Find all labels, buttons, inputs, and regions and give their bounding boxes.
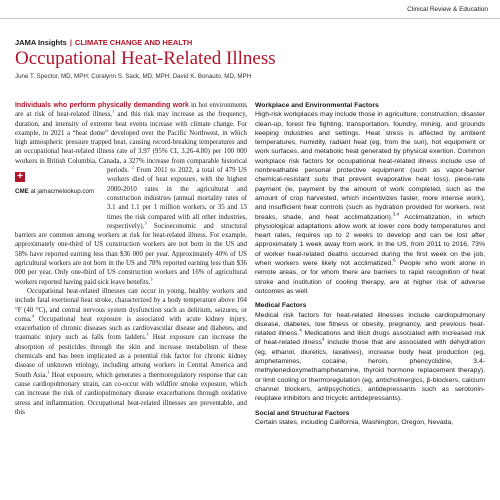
reference-mark[interactable]: 1 <box>146 332 149 338</box>
cme-callout[interactable] <box>15 168 101 226</box>
lead-in: Individuals who perform physically demanding work <box>15 102 189 109</box>
topic-label: CLIMATE CHANGE AND HEALTH <box>74 38 193 47</box>
reference-mark[interactable]: 2 <box>131 164 134 170</box>
body-paragraph: Medical risk factors for heat-related illnesses include cardiopulmonary disease, diabetes, low fitness or obesity, pregnancy, and previous heat-related illness.$^4$ Medications and illicit drugs associated with increased risk of heat-related illness$^4$ include those that are associated with dehydration (eg, ethanol, diuretics, laxatives), increase body heat production (eg, amphetamines, cocaine, heroin, phencyclidine, 3,4-methylenedioxymethamphetamine, thyroid hormone replacement therapy), or limit cooling or thermoregulation (eg, anticholinergics, β-blockers, calcium channel blockers, antipsychotics, antidepressants such as serotonin-reuptake inhibitors and tricyclic antidepressants). <box>255 311 486 403</box>
plus-icon: + <box>15 172 25 182</box>
header-divider <box>0 18 500 19</box>
reference-mark[interactable]: 6 <box>393 257 396 263</box>
author-list: June T. Spector, MD, MPH; Coralynn S. Sack, MD, MPH; David K. Bonauto, MD, MPH <box>15 73 252 80</box>
reference-mark[interactable]: 3,4 <box>392 211 400 217</box>
cme-link[interactable]: at jamacmelookup.com <box>28 188 95 196</box>
right-column <box>255 101 485 427</box>
section-heading: Social and Structural Factors <box>255 409 350 417</box>
section-label: Clinical Review & Education <box>407 6 488 13</box>
reference-mark[interactable]: 4 <box>31 313 34 319</box>
cme-label: CME <box>15 188 29 196</box>
reference-mark[interactable]: 4 <box>299 327 302 333</box>
page-header <box>0 0 500 22</box>
section-heading: Workplace and Environmental Factors <box>255 102 379 109</box>
reference-mark[interactable]: 1 <box>47 369 50 375</box>
reference-mark[interactable]: 3 <box>144 220 147 226</box>
intro-paragraph: Individuals who perform physically demanding work in hot environments are at risk of heat-related illness,$^1$ and this risk may increase as the frequency, duration, and intensity of extreme heat events increase with climate change. For example, in 2021 a “heat dome” developed over the Pacific Northwest, in which high atmospheric pressure trapped heat, causing record-breaking temperatures and an occupational heat-related illness rate of 3.97 (95% CI, 3.26-4.80) per 100 000 workers in British Columbia, Canada, a 327% increase from comparable historical periods. + CME at jamacmelookup.com $^2$ From 2011 to 2022, a total of 479 US workers died of heat exposure, with the highest 2000-2010 rates in the agricultural and construction industries (annual mortality rates of 3.1 and 1.1 per 1 million workers, or 35 and 13 times the risk compared with all other industries, respectively).$^3$ Socioeconomic and structural barriers are common among workers at risk for heat-related illness. For example, approximately one-third of US construction workers are not born in the US and 58% have reported earning less than $36 000 per year. Approximately 40% of US agricultural workers are not born in the US and 78% reported earning less than $36 000 per year. Only one-third of US construction workers and 16% of agricultural workers reported having paid sick leave benefits.$^3$ <box>15 102 248 286</box>
article-kicker <box>15 38 192 47</box>
reference-mark[interactable]: 1 <box>112 109 115 114</box>
section-heading: Medical Factors <box>255 302 307 310</box>
body-paragraph: Occupational heat-related illnesses can occur in young, healthy workers and include fatal exertional heat stroke, characterized by a body temperature above 104 °F (40 °C), and central nervous system dysfunction such as delirium, seizures, or coma.$^4$ Occupational heat exposure is associated with acute kidney injury, exacerbation of chronic diseases such as cardiovascular disease and diabetes, and traumatic injury such as falls from ladders.$^1$ Heat exposure can increase the absorption of pesticides through the skin and increase metabolism of these chemicals and has been implicated as a potential risk factor for chronic kidney disease of unknown etiology, including among workers in Central America and South Asia.$^1$ Heat exposure, which generates a thermoregulatory response that can cause cardiopulmonary strain, can co-occur with wildfire smoke exposure, which can increase the risk of cardiopulmonary disease exacerbations through oxidative stress and inflammation. Occupational heat-related illnesses are preventable, and this <box>15 287 247 416</box>
body-paragraph: High-risk workplaces may include those in agriculture, construction, disaster clean-up, forest fire fighting, transportation, foundry, mining, and grounds keeping industries and settings. Heat stress is affected by ambient temperatures, humidity, radiant heat (eg, from the sun), hot equipment or work surfaces, and metabolic heat generated by physical exertion. Common workplace risk factors for occupational heat-related illness include use of nonbreathable personal protective equipment (such as vapor-barrier chemical-resistant suits that prevent evaporative heat loss), piece-rate payment (ie, payment by the amount of work completed, such as the amount of crop harvested, which incentivizes faster, more intense work), and insufficient heat controls (such as hydration provided for workers, rest breaks, shade, and heat acclimatization).$^{3,4}$ Acclimatization, in which physiological adaptations allow work at lower core body temperatures and heart rates, requires up to 2 weeks to develop and can be lost after approximately 1 week away from work. In the US, from 2011 to 2016, 73% of worker heat-related deaths occurred during the first week on the job, when workers were likely not acclimatized.$^6$ People who work alone in remote areas, or for whom there are barriers to rapid recognition of heat stroke and institution of cooling therapy, are at higher risk of adverse outcomes as well. <box>255 111 485 295</box>
reference-mark[interactable]: 3 <box>150 276 153 282</box>
body-paragraph: Certain states, including California, Washington, Oregon, Nevada, <box>255 418 454 426</box>
article-title: Occupational Heat-Related Illness <box>15 48 276 69</box>
reference-mark[interactable]: 4 <box>321 337 325 343</box>
left-column <box>15 101 247 417</box>
series-label: JAMA Insights <box>15 38 67 47</box>
kicker-separator: | <box>69 38 72 47</box>
